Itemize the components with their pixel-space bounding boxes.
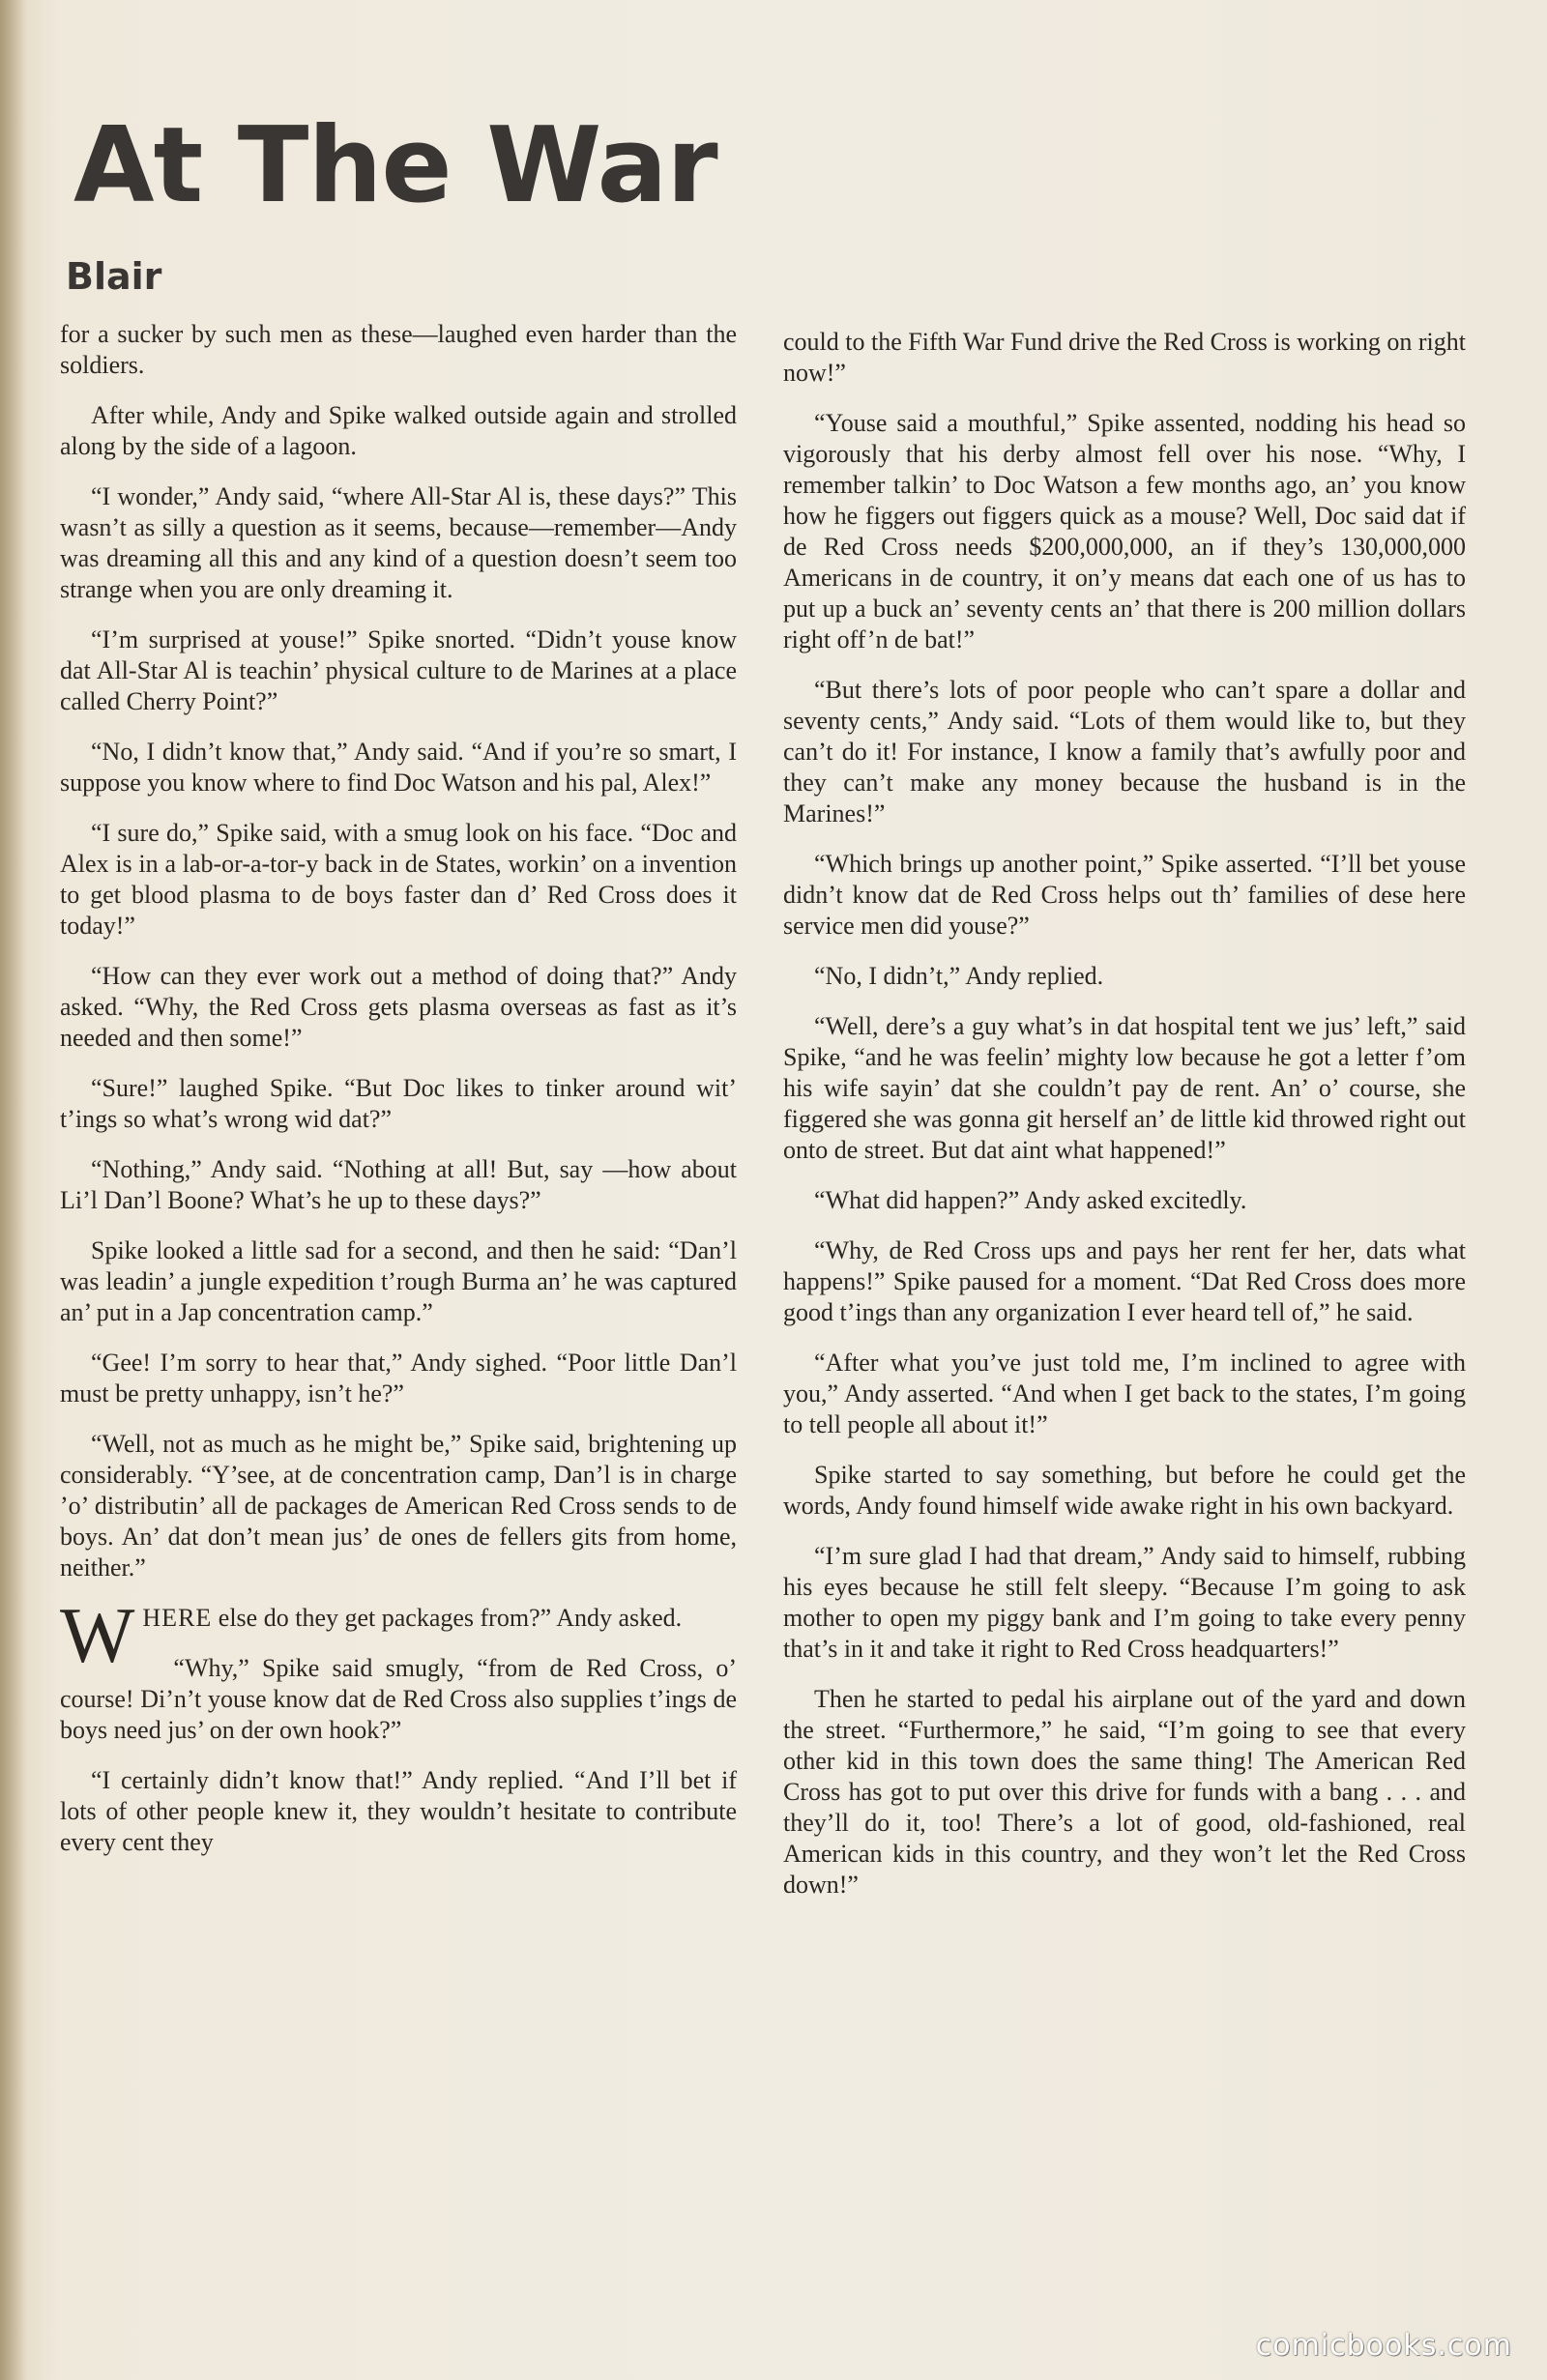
paragraph-text: else do they get packages from?” Andy asked. (212, 1604, 683, 1632)
paragraph: for a sucker by such men as these—laughed even harder than the soldiers. (60, 320, 737, 379)
paragraph: “No, I didn’t,” Andy replied. (814, 962, 1104, 990)
paragraph: “Youse said a mouthful,” Spike assented, nodding his head so vigorously that his derby almost fell over his nose. “Why, I remember talkin’ to Doc Watson a few months ago, an’ you know how he figgers out figgers quick as a mouse? Well, Doc said dat if de Red Cross needs $200,000,000, an if they’s 130,000,000 Americans in de country, it on’y means dat each one of us has to put up a buck an’ seventy cents an’ that there is 200 million dollars right off’n de bat!” (783, 409, 1466, 653)
smallcaps-lead: HERE (142, 1604, 213, 1632)
site-watermark: comicbooks.com (1255, 2329, 1512, 2363)
article-byline: Blair (66, 255, 162, 298)
page-spine-shadow (0, 0, 27, 2380)
paragraph: “Well, dere’s a guy what’s in dat hospital tent we jus’ left,” said Spike, “and he was feelin’ mighty low because he got a letter f’om his wife sayin’ dat she couldn’t pay de rent. An’ o’ course, she figgered she was gonna git herself an’ de little kid throwed right out onto de street. But dat aint what happened!” (783, 1012, 1466, 1164)
paragraph: “After what you’ve just told me, I’m inclined to agree with you,” Andy asserted. “And when I get back to the states, I’m going to tell people all about it!” (783, 1349, 1466, 1438)
paragraph: “What did happen?” Andy asked excitedly. (814, 1186, 1247, 1214)
paragraph: Spike started to say something, but before he could get the words, Andy found himself wide awake right in his own backyard. (783, 1461, 1466, 1520)
paragraph: “I’m sure glad I had that dream,” Andy said to himself, rubbing his eyes because he still felt sleepy. “Because I’m going to ask mother to open my piggy bank and I’m going to take every penny that’s in it and take it right to Red Cross headquarters!” (783, 1542, 1466, 1663)
paragraph: “I certainly didn’t know that!” Andy replied. “And I’ll bet if lots of other people knew it, they wouldn’t hesitate to contribute every cent they (60, 1766, 737, 1856)
paragraph: “Well, not as much as he might be,” Spike said, brightening up considerably. “Y’see, at de concentration camp, Dan’l is in charge ’o’ distributin’ all de packages de American Red Cross sends to de boys. An’ dat don’t mean jus’ de ones de fellers gits from home, neither.” (60, 1430, 737, 1582)
paragraph: “No, I didn’t know that,” Andy said. “And if you’re so smart, I suppose you know where to find Doc Watson and his pal, Alex!” (60, 738, 737, 797)
paragraph: could to the Fifth War Fund drive the Red Cross is working on right now!” (783, 328, 1466, 387)
paragraph: “I’m surprised at youse!” Spike snorted. “Didn’t youse know dat All-Star Al is teachin’ physical culture to de Marines at a place called Cherry Point?” (60, 625, 737, 715)
drop-cap-letter: W (60, 1591, 135, 1679)
paragraph: “Gee! I’m sorry to hear that,” Andy sighed. “Poor little Dan’l must be pretty unhappy, isn’t he?” (60, 1349, 737, 1408)
paragraph: “Sure!” laughed Spike. “But Doc likes to tinker around wit’ t’ings so what’s wrong wid dat?” (60, 1074, 737, 1133)
article-title: At The War (73, 105, 717, 226)
paragraph: “Which brings up another point,” Spike asserted. “I’ll bet youse didn’t know dat de Red Cross helps out th’ families of dese here service men did youse?” (783, 850, 1466, 940)
paragraph: “Why, de Red Cross ups and pays her rent fer her, dats what happens!” Spike paused for a moment. “Dat Red Cross does more good t’ings than any organization I ever heard tell of,” he said. (783, 1236, 1466, 1326)
paragraph: “How can they ever work out a method of doing that?” Andy asked. “Why, the Red Cross gets plasma overseas as fast as it’s needed and then some!” (60, 962, 737, 1052)
paragraph: “I sure do,” Spike said, with a smug look on his face. “Doc and Alex is in a lab-or-a-tor-y back in de States, workin’ on a invention to get blood plasma to de boys faster dan d’ Red Cross does it today!” (60, 819, 737, 940)
paragraph: Then he started to pedal his airplane out of the yard and down the street. “Furthermore,” he said, “I’m going to see that every other kid in this town does the same thing! The American Red Cross has got to put over this drive for funds with a bang . . . and they’ll do it, too! There’s a lot of good, old-fashioned, real American kids in this country, and they won’t let the Red Cross down!” (783, 1685, 1466, 1899)
paragraph: “I wonder,” Andy said, “where All-Star Al is, these days?” This wasn’t as silly a question as it seems, because—remember—Andy was dreaming all this and any kind of a question doesn’t seem too strange when you are only dreaming it. (60, 482, 737, 603)
paragraph: After while, Andy and Spike walked outside again and strolled along by the side of a lagoon. (60, 401, 737, 460)
paragraph: “Why,” Spike said smugly, “from de Red Cross, o’ course! Di’n’t youse know dat de Red Cross also supplies t’ings de boys need jus’ on der own hook?” (60, 1654, 737, 1744)
right-column (783, 327, 1466, 1920)
paragraph: “Nothing,” Andy said. “Nothing at all! But, say —how about Li’l Dan’l Boone? What’s he up to these days?” (60, 1155, 737, 1214)
paragraph: “But there’s lots of poor people who can’t spare a dollar and seventy cents,” Andy said. “Lots of them would like to, but they can’t do it! For instance, I know a family that’s awfully poor and they can’t make any money because the husband is in the Marines!” (783, 676, 1466, 827)
paragraph: Spike looked a little sad for a second, and then he said: “Dan’l was leadin’ a jungle expedition t’rough Burma an’ he was captured an’ put in a Jap concentration camp.” (60, 1236, 737, 1326)
dropcap-paragraph (60, 1591, 737, 1679)
left-column (60, 319, 737, 1877)
